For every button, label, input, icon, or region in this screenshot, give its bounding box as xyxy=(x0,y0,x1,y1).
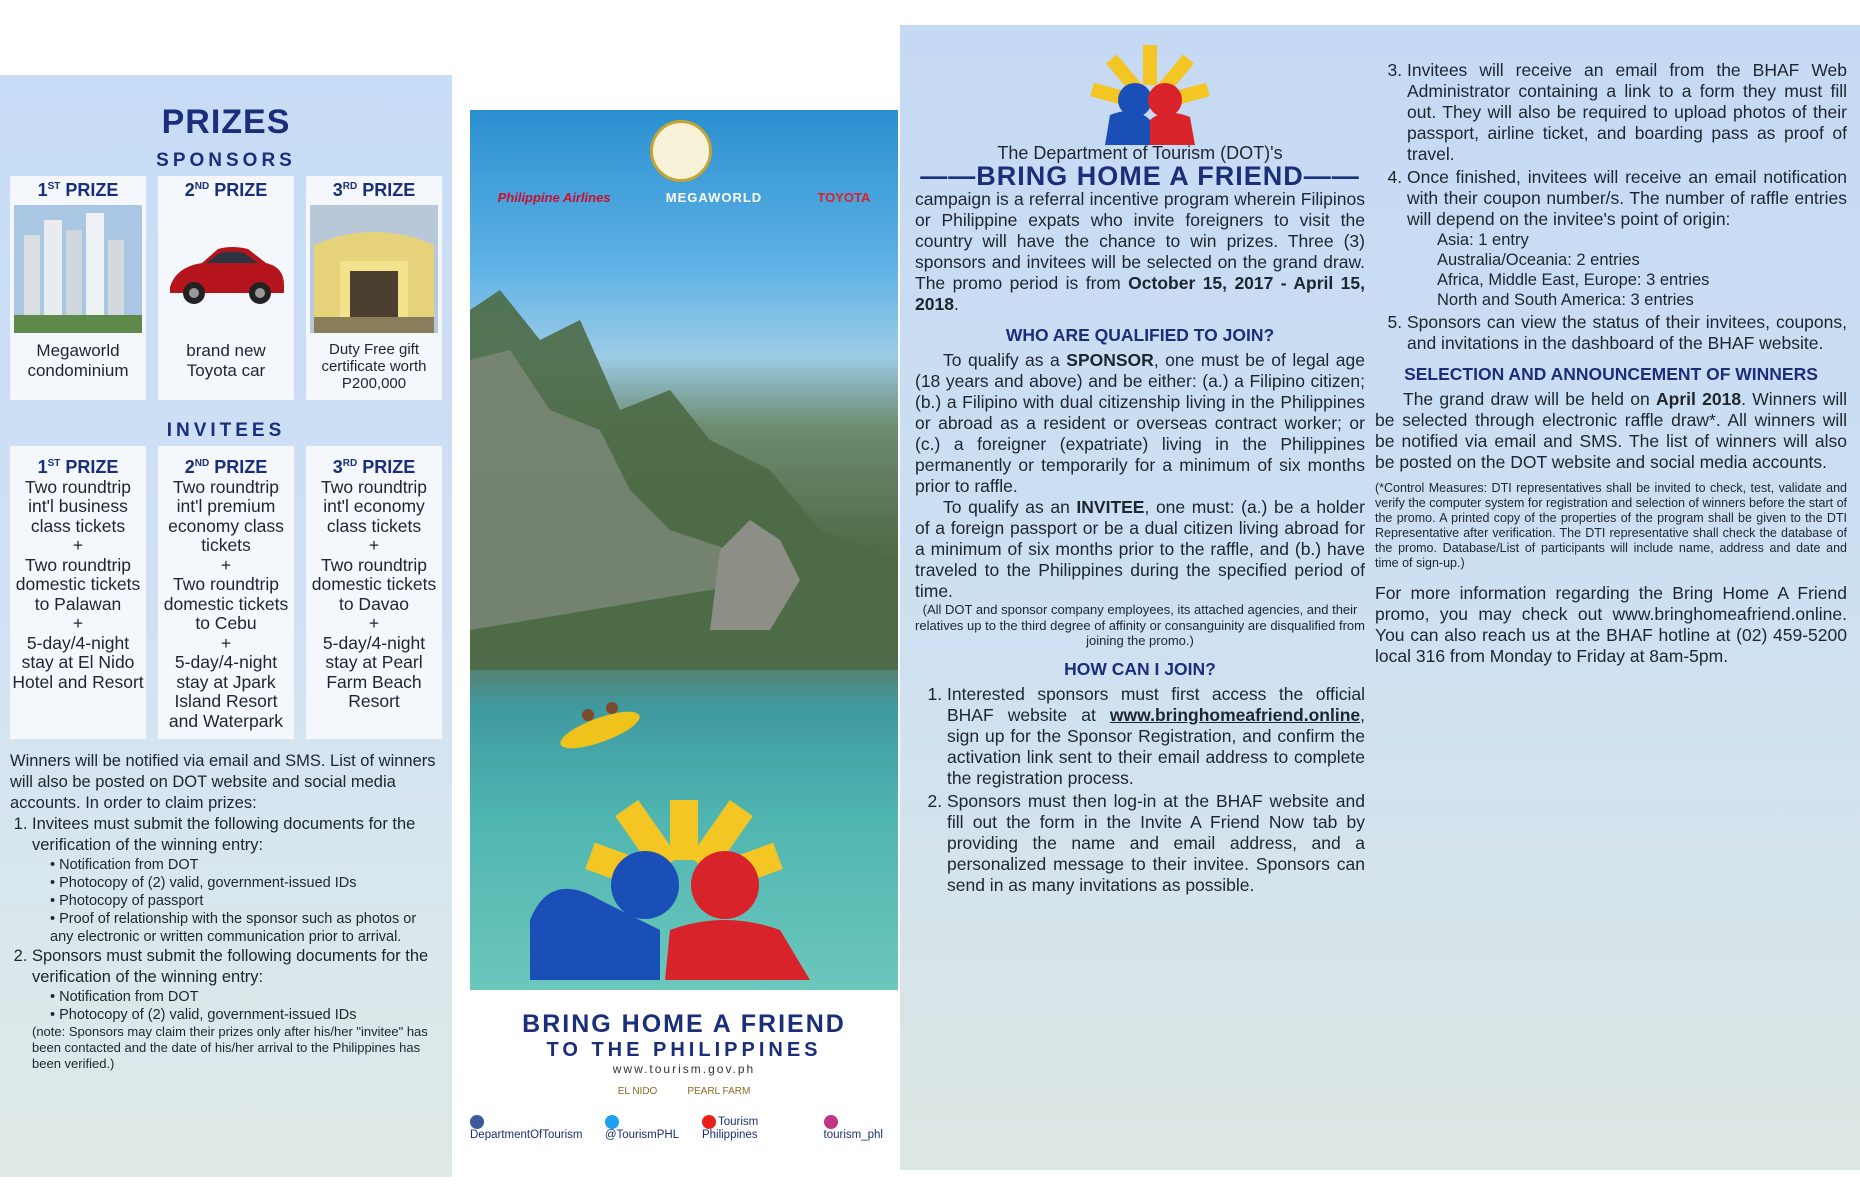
partner-logos xyxy=(470,1086,898,1097)
prize-line: Two roundtrip int'l economy class tickets xyxy=(320,476,428,536)
prize-label: 1ST PRIZE xyxy=(37,180,119,200)
document-list xyxy=(32,988,442,1024)
raffle-entries xyxy=(1407,230,1847,310)
duty-free-image xyxy=(310,205,438,333)
join-heading: HOW CAN I JOIN? xyxy=(1064,658,1216,679)
mechanics-panel xyxy=(900,25,1860,1170)
region-entry: Asia: 1 entry xyxy=(1437,231,1529,249)
tourism-url: www.tourism.gov.ph xyxy=(612,1062,756,1076)
prize-label: 2ND PRIZE xyxy=(184,180,268,200)
document-item: • Notification from DOT xyxy=(50,856,442,874)
facebook-handle[interactable]: DepartmentOfTourism xyxy=(470,1115,597,1141)
prize-line: 5-day/4-night stay at El Nido Hotel and Resort xyxy=(12,632,144,692)
claim-intro: Winners will be notified via email and SMS. List of winners will also be posted on DOT website and social media accounts. In order to claim prizes: xyxy=(10,752,436,812)
megaworld-logo: MEGAWORLD xyxy=(665,190,763,205)
prize-line: Two roundtrip domestic tickets to Davao xyxy=(311,554,437,614)
region-entry: North and South America: 3 entries xyxy=(1437,291,1694,309)
el-nido-photo xyxy=(470,110,898,990)
join-step: 4. Once finished, invitees will receive an email notification with their coupon number/s. The number of raffle entries will depend on the invitee's point of origin: Asia: 1 entry Australia/Oceania: 2 entries Africa, Middle East, Europe: 3 entries North and South America: 3 entries xyxy=(1407,167,1847,310)
prizes-title: PRIZES xyxy=(161,103,291,141)
sponsor-prize-2 xyxy=(158,176,294,400)
plus-sign: + xyxy=(72,535,84,555)
join-step: 3. Invitees will receive an email from the BHAF Web Administrator containing a link to a form they must fill out. They will also be required to upload photos of their passport, airline ticket, and boarding pass as proof of travel. xyxy=(1407,60,1847,165)
prize-line: Two roundtrip domestic tickets to Palawan xyxy=(15,554,141,614)
invitee-qualification: To qualify as an INVITEE, one must: (a.) be a holder of a foreign passport or be a dual citizen living abroad for a minimum of six months prior to the raffle, and (b.) have traveled to the Philippines during the specified period of time. xyxy=(915,497,1365,601)
plus-sign: + xyxy=(368,535,380,555)
invitee-prize-3 xyxy=(306,446,442,739)
bhaf-website-link[interactable]: www.bringhomeafriend.online xyxy=(1109,704,1361,725)
prize-line: 5-day/4-night stay at Pearl Farm Beach Resort xyxy=(322,632,426,711)
facebook-icon xyxy=(470,1115,484,1129)
car-image xyxy=(162,205,290,333)
region-entry: Australia/Oceania: 2 entries xyxy=(1437,251,1640,269)
prize-caption: brand new Toyota car xyxy=(186,341,266,380)
claim-instructions xyxy=(10,751,442,1072)
sponsor-prize-1 xyxy=(10,176,146,400)
bhaf-wordmark xyxy=(470,1010,898,1097)
plus-sign: + xyxy=(368,613,380,633)
prize-line: Two roundtrip int'l business class tickets xyxy=(24,476,132,536)
join-step: 2. Sponsors must then log-in at the BHAF website and fill out the form in the Invite A Friend Now tab by providing the name and email address, and a personalized message to their invitee. Sponsors can send in as many invitations as possible. xyxy=(947,791,1365,896)
sponsor-logos xyxy=(470,190,898,205)
document-item: • Photocopy of (2) valid, government-issued IDs xyxy=(50,1006,442,1024)
invitee-prize-1 xyxy=(10,446,146,739)
grand-draw-text: The grand draw will be held on April 2018. Winners will be selected through electronic raffle draw*. All winners will be notified via email and SMS. The list of winners will also be posted on the DOT website and social media accounts. xyxy=(1375,389,1847,472)
bhaf-logo xyxy=(470,800,898,980)
prize-line: 5-day/4-night stay at Jpark Island Resort and Waterpark xyxy=(168,652,284,731)
document-item: • Notification from DOT xyxy=(50,988,442,1006)
document-item: • Photocopy of (2) valid, government-issued IDs xyxy=(50,874,442,892)
invitee-prizes xyxy=(10,446,442,739)
sponsor-prizes xyxy=(10,176,442,400)
dot-pretitle: The Department of Tourism (DOT)'s xyxy=(997,143,1283,163)
social-handles xyxy=(470,1115,898,1141)
claim-steps xyxy=(10,814,442,1072)
sponsor-note: (note: Sponsors may claim their prizes only after his/her "invitee" has been contacted and the date of his/her arrival to the Philippines has been verified.) xyxy=(32,1024,428,1071)
qualified-heading: WHO ARE QUALIFIED TO JOIN? xyxy=(1005,325,1275,345)
prize-label: 2ND PRIZE xyxy=(184,457,268,477)
condominium-image xyxy=(14,205,142,333)
youtube-icon xyxy=(702,1115,716,1129)
join-step: 1. Interested sponsors must first access the official BHAF website at www.bringhomeafriend.online, sign up for the Sponsor Registration, and confirm the activation link sent to their email address to complete the registration process. xyxy=(947,684,1365,789)
document-list xyxy=(32,856,442,946)
control-measures: (*Control Measures: DTI representatives shall be invited to check, test, validate and verify the computer system for registration and selection of winners before the start of the promo. A printed copy of the properties of the program shall be given to the DTI Representative after verification. The DTI representative shall check the database of the promo. Database/List of participants will include name, address and date and time of sign-up.) xyxy=(1375,481,1847,570)
campaign-intro: campaign is a referral incentive program wherein Filipinos or Philippine expats who invite foreigners to visit the country will have the chance to win prizes. Three (3) sponsors and invitees will be selected on the grand draw. The promo period is from October 15, 2017 - April 15, 2018. xyxy=(915,189,1366,314)
twitter-handle[interactable]: @TourismPHL xyxy=(605,1115,694,1141)
disqualification-note: (All DOT and sponsor company employees, its attached agencies, and their relatives up to the third degree of affinity or consanguinity are disqualified from joining the promo.) xyxy=(915,602,1365,648)
prize-label: 3RD PRIZE xyxy=(332,457,416,477)
cover-panel xyxy=(470,110,898,1145)
document-item: • Proof of relationship with the sponsor such as photos or any electronic or written communication prior to arrival. xyxy=(50,910,442,946)
twitter-icon xyxy=(605,1115,619,1129)
claim-step: 1. Invitees must submit the following documents for the verification of the winning entry: • Notification from DOT • Photocopy of (2) valid, government-issued IDs • Photocopy of passport • Proof of relationship with the sponsor such as photos or any electronic or written communication prior to arrival. xyxy=(32,814,442,946)
claim-step: 2. Sponsors must submit the following documents for the verification of the winning entry: • Notification from DOT • Photocopy of (2) valid, government-issued IDs (note: Sponsors may claim their prizes only after his/her "invitee" has been contacted and the date of his/her arrival to the Philippines has been verified.) xyxy=(32,946,442,1072)
plus-sign: + xyxy=(220,554,232,575)
prize-line: Two roundtrip int'l premium economy class tickets xyxy=(168,476,284,555)
invitees-heading: INVITEES xyxy=(166,420,286,441)
prize-label: 3RD PRIZE xyxy=(332,180,416,200)
campaign-title: BRING HOME A FRIEND xyxy=(522,1010,846,1038)
column-right xyxy=(1375,25,1847,667)
sponsors-heading: SPONSORS xyxy=(156,150,296,171)
plus-sign: + xyxy=(220,632,232,653)
join-step: 5. Sponsors can view the status of their invitees, coupons, and invitations in the dashboard of the BHAF website. xyxy=(1407,312,1847,354)
toyota-logo: TOYOTA xyxy=(817,190,871,205)
prizes-panel xyxy=(0,75,452,1177)
youtube-handle[interactable]: Tourism Philippines xyxy=(701,1116,759,1141)
join-steps xyxy=(915,684,1365,896)
dot-seal-icon xyxy=(650,120,712,182)
invitee-prize-2 xyxy=(158,446,294,739)
plus-sign: + xyxy=(72,613,84,633)
pearl-farm-logo: PEARL FARM xyxy=(687,1086,751,1097)
instagram-icon xyxy=(824,1115,838,1129)
sponsor-prize-3 xyxy=(306,176,442,400)
instagram-handle[interactable]: tourism_phl xyxy=(824,1115,898,1141)
el-nido-logo: EL NIDO xyxy=(617,1086,658,1097)
bhaf-heading: ——BRING HOME A FRIEND—— xyxy=(920,161,1360,191)
prize-caption: Duty Free gift certificate worth P200,000 xyxy=(321,341,427,392)
more-info: For more information regarding the Bring Home A Friend promo, you may check out www.bringhomeafriend.online. You can also reach us at the BHAF hotline at (02) 459-5200 local 316 from Monday to Friday at 8am-5pm. xyxy=(1375,583,1847,666)
campaign-subtitle: TO THE PHILIPPINES xyxy=(546,1039,822,1061)
prize-caption: Megaworld condominium xyxy=(27,341,129,380)
sponsor-qualification: To qualify as a SPONSOR, one must be of legal age (18 years and above) and be either: (a.) a Filipino citizen; (b.) a Filipino with dual citizenship living in the Philippines or abroad as a resident or overseas contract worker; or (c.) a foreigner (expatriate) living in the Philippines permanently or temporarily for a minimum of six months prior to raffle. xyxy=(915,350,1366,496)
prize-label: 1ST PRIZE xyxy=(37,457,119,477)
prize-line: Two roundtrip domestic tickets to Cebu xyxy=(163,574,289,633)
column-left xyxy=(915,25,1365,898)
document-item: • Photocopy of passport xyxy=(50,892,442,910)
region-entry: Africa, Middle East, Europe: 3 entries xyxy=(1437,271,1710,289)
philippine-airlines-logo: Philippine Airlines xyxy=(497,190,611,205)
join-steps-cont xyxy=(1375,60,1847,354)
selection-heading: SELECTION AND ANNOUNCEMENT OF WINNERS xyxy=(1404,364,1818,384)
